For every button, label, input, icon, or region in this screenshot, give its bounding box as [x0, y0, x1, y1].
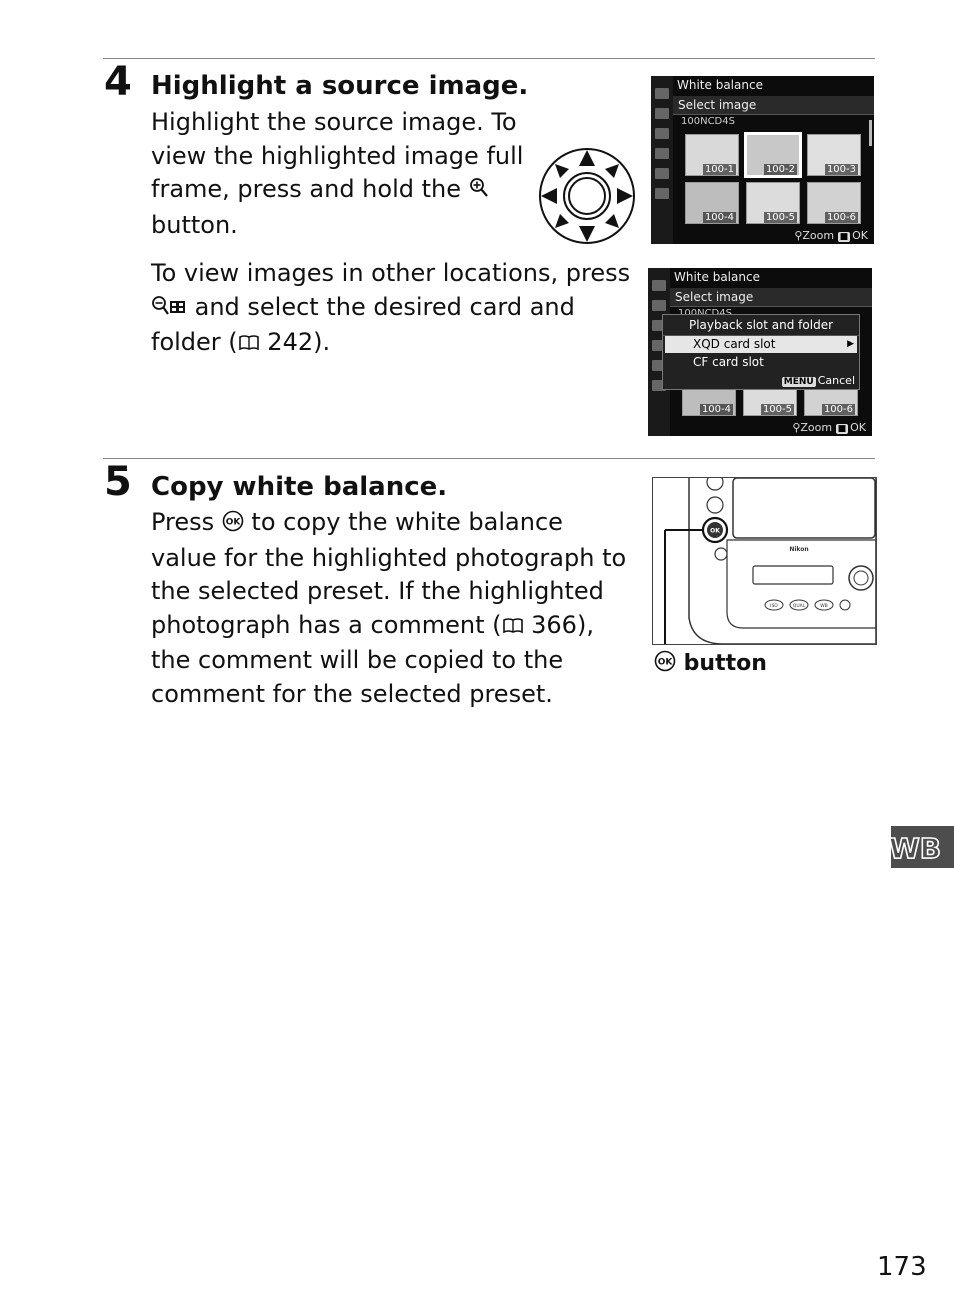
- popup-title: Playback slot and folder: [663, 315, 859, 336]
- camera-back-illustration: [652, 477, 877, 645]
- svg-text:OK: OK: [225, 517, 241, 528]
- step-4-number: 4: [104, 59, 132, 105]
- thumb-3: [807, 134, 861, 176]
- zoom-in-icon: [469, 175, 489, 209]
- screen-scrollbar: [869, 120, 872, 146]
- camera-ok-label: OK: [710, 527, 720, 535]
- popup-item-label: CF card slot: [693, 355, 764, 369]
- screen-folder: 100NCD4S: [681, 116, 735, 127]
- step-5-text-c: 366), the comment will be copied to the comment for the selected preset.: [151, 610, 594, 708]
- wb-section-tab: [891, 826, 954, 868]
- step-5-heading: Copy white balance.: [151, 472, 448, 502]
- step-5-text-b: to copy the white balance value for the highlighted photograph to the selected preset. If the highlighted photograph has a comment (: [151, 508, 627, 639]
- thumb-label: 100-1: [704, 164, 734, 175]
- arrow-right-icon: ▶: [847, 339, 854, 349]
- ok-button-icon: [222, 508, 244, 542]
- step-5-number: 5: [104, 459, 132, 505]
- screen-subtitle: Select image: [675, 290, 754, 304]
- screen-side-menu: [651, 76, 673, 244]
- step-4-text-a: Highlight the source image. To view the highlighted image full frame, press and hold the: [151, 108, 524, 204]
- popup-item-xqd[interactable]: [665, 336, 857, 353]
- step-4-text-d: and select the desired card and folder (: [151, 292, 575, 357]
- thumb-label: 100-3: [826, 164, 856, 175]
- screen-subtitle: Select image: [678, 98, 757, 112]
- caption-label: button: [683, 651, 767, 676]
- cancel-label: Cancel: [817, 374, 855, 387]
- thumb-label: 100-6: [826, 212, 856, 223]
- footer-zoom: Zoom: [800, 421, 833, 434]
- thumb-2-selected: [744, 132, 802, 178]
- menu-tag: MENU: [783, 377, 814, 387]
- camera-brand: Nikon: [789, 546, 809, 553]
- zoom-icon: ⚲: [792, 421, 801, 434]
- thumb-label: 100-5: [765, 212, 795, 223]
- book-reference-icon: [502, 611, 524, 645]
- popup-item-cf[interactable]: [665, 354, 857, 371]
- step-4-paragraph-2: [151, 257, 631, 362]
- thumb-label: 100-2: [765, 164, 795, 175]
- svg-text:OK: OK: [657, 657, 673, 668]
- zoom-icon: ⚲: [794, 229, 803, 242]
- camera-wb-label: WB: [820, 604, 828, 609]
- book-reference-icon: [238, 328, 260, 362]
- step-4-text-e: 242).: [259, 328, 331, 357]
- screen-subtitle-bar: [673, 96, 874, 115]
- step-4-heading: Highlight a source image.: [151, 71, 529, 101]
- screen-title: White balance: [677, 78, 763, 92]
- thumb-1: [685, 134, 739, 176]
- multi-selector-icon: [538, 147, 636, 249]
- screen-playback-slot: [648, 268, 872, 436]
- screen-subtitle-bar: [670, 288, 872, 307]
- ok-tag: ■: [839, 232, 849, 242]
- footer-ok: OK: [852, 229, 868, 242]
- thumb-6: [807, 182, 861, 224]
- ok-button-icon: [654, 650, 676, 678]
- step-5-paragraph: [151, 506, 633, 712]
- footer-zoom: Zoom: [802, 229, 835, 242]
- camera-iso-label: ISO: [770, 604, 778, 609]
- ok-tag: ■: [837, 424, 847, 434]
- page-number: 173: [877, 1252, 927, 1282]
- wb-icon: [891, 826, 954, 868]
- step-4-paragraph-1: [151, 106, 526, 242]
- step-4-text-c: To view images in other locations, press: [151, 259, 631, 287]
- popup-cancel: [782, 374, 855, 387]
- zoom-out-thumbnail-icon: [151, 293, 187, 327]
- section-rule: [103, 458, 875, 459]
- step-5-text-a: Press: [151, 508, 222, 536]
- thumb-5: [746, 182, 800, 224]
- camera-caption: [654, 650, 767, 678]
- footer-ok: OK: [850, 421, 866, 434]
- screen-select-image: [651, 76, 874, 244]
- playback-slot-popup: [662, 314, 860, 390]
- thumb-4: [685, 182, 739, 224]
- thumb-label: 100-6: [823, 404, 853, 415]
- screen-title: White balance: [674, 270, 760, 284]
- top-rule: [103, 58, 875, 59]
- thumb-label: 100-4: [704, 212, 734, 223]
- screen-footer: [794, 229, 868, 242]
- thumb-label: 100-5: [762, 404, 792, 415]
- screen-footer: [792, 421, 866, 434]
- camera-qual-label: QUAL: [792, 604, 806, 609]
- svg-text:WB: WB: [891, 832, 942, 865]
- thumb-label: 100-4: [701, 404, 731, 415]
- popup-item-label: XQD card slot: [693, 337, 776, 351]
- step-4-text-b: button.: [151, 210, 238, 239]
